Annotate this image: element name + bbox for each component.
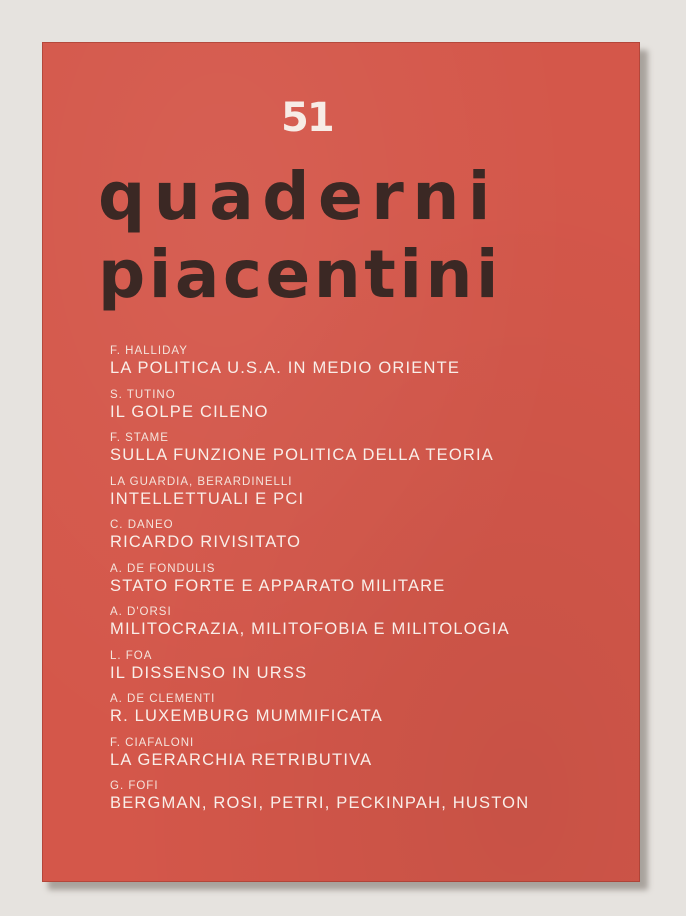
entry-author: F. CIAFALONI — [110, 736, 195, 749]
contents-entry — [110, 605, 630, 649]
magazine-title-line-2: piacentini — [98, 236, 503, 313]
contents-entry — [110, 692, 630, 736]
entry-title: SULLA FUNZIONE POLITICA DELLA TEORIA — [110, 446, 495, 464]
contents-entry — [110, 475, 630, 519]
entry-author: S. TUTINO — [110, 388, 176, 401]
contents-entry — [110, 779, 630, 823]
entry-title: BERGMAN, ROSI, PETRI, PECKINPAH, HUSTON — [110, 794, 530, 812]
entry-title: LA POLITICA U.S.A. IN MEDIO ORIENTE — [110, 359, 461, 377]
entry-author: A. DE CLEMENTI — [110, 693, 216, 705]
entry-author: A. D'ORSI — [110, 606, 172, 618]
entry-author: F. HALLIDAY — [110, 345, 188, 357]
contents-entry — [110, 344, 630, 388]
entry-author: L. FOA — [110, 649, 153, 662]
entry-author: F. STAME — [110, 432, 169, 444]
entry-title: LA GERARCHIA RETRIBUTIVA — [110, 750, 373, 769]
contents-entry — [110, 388, 630, 432]
entry-title: IL DISSENSO IN URSS — [110, 663, 308, 682]
contents-entry — [110, 431, 630, 475]
entry-title: R. LUXEMBURG MUMMIFICATA — [110, 707, 383, 725]
entry-author: G. FOFI — [110, 780, 159, 792]
contents-entry — [110, 736, 630, 780]
contents-entry — [110, 649, 630, 693]
entry-title: STATO FORTE E APPARATO MILITARE — [110, 576, 446, 595]
contents-entry — [110, 562, 630, 606]
entry-title: IL GOLPE CILENO — [110, 402, 269, 421]
issue-number: 51 — [281, 95, 333, 141]
book-cover — [42, 42, 640, 882]
entry-author: LA GUARDIA, BERARDINELLI — [110, 475, 293, 488]
entry-title: MILITOCRAZIA, MILITOFOBIA E MILITOLOGIA — [110, 620, 510, 638]
entry-author: C. DANEO — [110, 519, 174, 531]
entry-title: RICARDO RIVISITATO — [110, 533, 302, 551]
entry-author: A. DE FONDULIS — [110, 562, 216, 575]
table-of-contents — [110, 344, 630, 823]
contents-entry — [110, 518, 630, 562]
entry-title: INTELLETTUALI E PCI — [110, 489, 305, 508]
magazine-title-line-1: quaderni — [98, 158, 499, 235]
